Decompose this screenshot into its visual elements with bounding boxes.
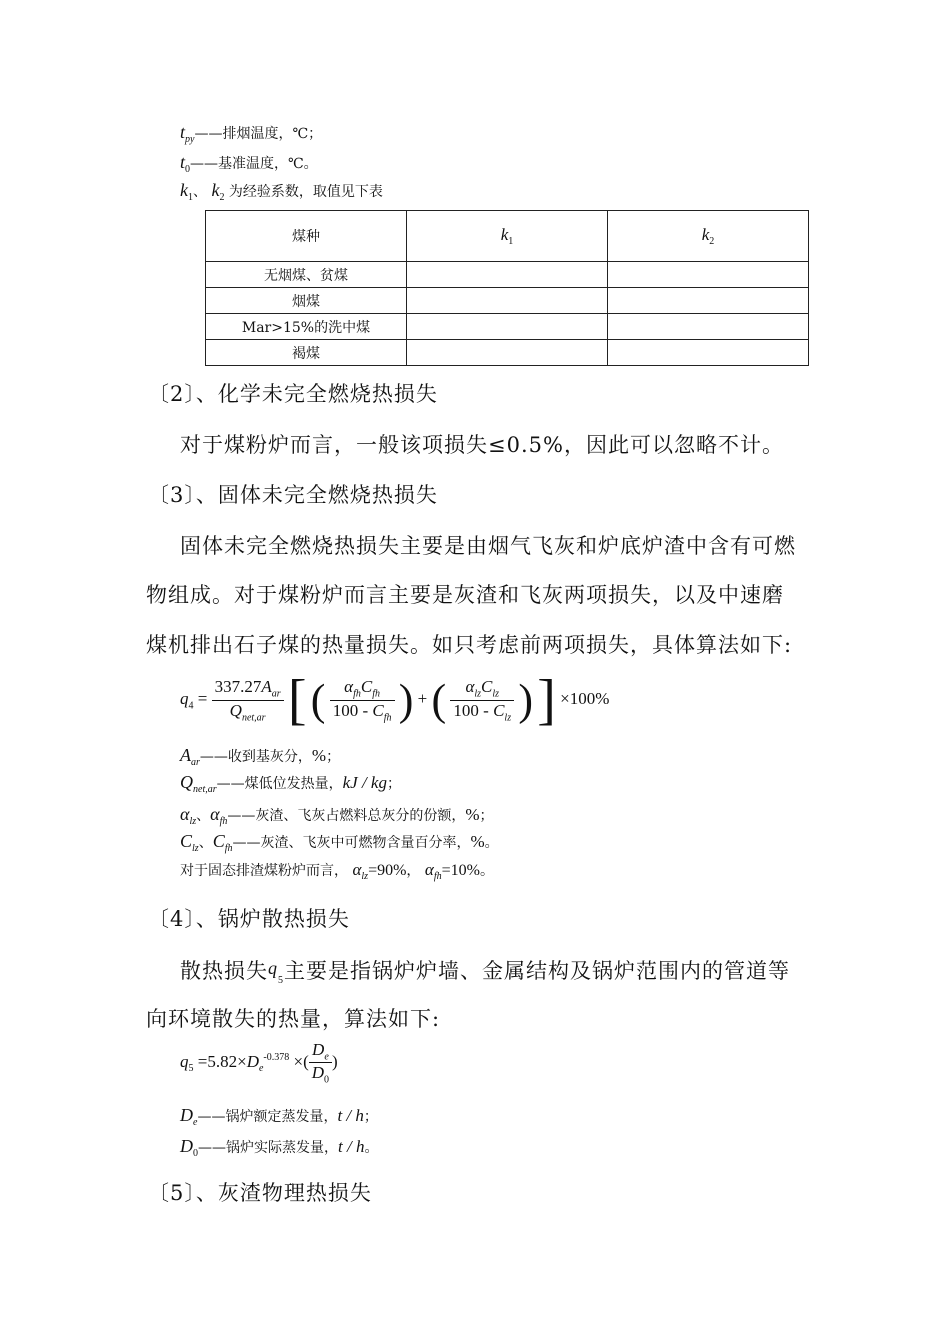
table-cell	[608, 288, 809, 314]
def-solid: 对于固态排渣煤粉炉而言， $\alpha_{lz}=90\%$， $\alpha_{fh}=10\%$。	[180, 860, 494, 882]
def-qnet: $Q_{net,ar}——$煤低位发热量，kJ / kg；	[180, 772, 401, 795]
section3-para-line3: 煤机排出石子煤的热量损失。如只考虑前两项损失，具体算法如下:	[146, 633, 793, 657]
table-row	[206, 288, 809, 314]
table-cell	[407, 340, 608, 366]
table-cell-coal: 褐煤	[206, 340, 407, 366]
section2-heading: 〔2〕、化学未完全燃烧热损失	[148, 382, 438, 406]
section2-paragraph: 对于煤粉炉而言，一般该项损失≤0.5%，因此可以忽略不计。	[180, 433, 784, 457]
table-header-row	[206, 211, 809, 262]
def-k: $k_1$、 $k_2$ 为经验系数，取值见下表	[180, 180, 383, 203]
section4-heading: 〔4〕、锅炉散热损失	[148, 907, 350, 931]
section4-para-line1: 散热损失$q_5$主要是指锅炉炉墙、金属结构及锅炉范围内的管道等	[180, 958, 790, 987]
q4-lz-fraction: $\frac{\alpha_{lz}C_{lz}}{100 - C_{lz}}$	[450, 677, 514, 723]
def-tpy: $t_{py}——$排烟温度，℃；	[180, 122, 323, 145]
table-row	[206, 314, 809, 340]
table-row	[206, 262, 809, 288]
section3-para-line2: 物组成。对于煤粉炉而言主要是灰渣和飞灰两项损失，以及中速磨	[146, 583, 784, 607]
def-aar: $A_{ar}——$收到基灰分，%；	[180, 745, 341, 768]
table-cell-coal: Mar>15%的洗中煤	[206, 314, 407, 340]
table-cell-coal: 烟煤	[206, 288, 407, 314]
table-cell	[608, 340, 809, 366]
table-cell	[407, 262, 608, 288]
q5-fraction: $\frac{D_e}{D_0}$	[309, 1040, 332, 1086]
coefficient-table	[205, 210, 809, 366]
section5-heading: 〔5〕、灰渣物理热损失	[148, 1181, 372, 1205]
def-c: $C_{lz}$、$C_{fh}——$灰渣、飞灰中可燃物含量百分率，%。	[180, 831, 499, 854]
table-cell-coal: 无烟煤、贫煤	[206, 262, 407, 288]
table-header-coal: 煤种	[206, 211, 407, 262]
table-cell	[608, 314, 809, 340]
q4-main-fraction: $\frac{337.27A_{ar}}{Q_{net,ar}}$	[212, 677, 284, 723]
def-alpha: $\alpha_{lz}$、$\alpha_{fh}——$灰渣、飞灰占燃料总灰分的份额，%；	[180, 804, 494, 827]
formula-q4: $q_4$ = $\frac{337.27A_{ar}}{Q_{net,ar}}$ [ ( $\frac{\alpha_{fh}C_{fh}}{100 - C_{fh}}$ ) + ( $\frac{\alpha_{lz}C_{lz}}{100 - C_{lz}}$ ) ] ×100%	[180, 669, 610, 731]
table-cell	[407, 288, 608, 314]
section3-heading: 〔3〕、固体未完全燃烧热损失	[148, 483, 438, 507]
q4-fh-fraction: $\frac{\alpha_{fh}C_{fh}}{100 - C_{fh}}$	[330, 677, 395, 723]
def-de: $D_e——$锅炉额定蒸发量，t / h；	[180, 1105, 378, 1128]
table-cell	[407, 314, 608, 340]
table-header-k2: $k_2$	[608, 211, 809, 262]
section4-para-line2: 向环境散失的热量，算法如下:	[146, 1007, 441, 1031]
section3-para-line1: 固体未完全燃烧热损失主要是由烟气飞灰和炉底炉渣中含有可燃	[180, 534, 796, 558]
table-row	[206, 340, 809, 366]
formula-q5: $q_5 =5.82\times D_e^{-0.378}$ ×( $\frac{D_e}{D_0}$ )	[180, 1040, 338, 1086]
table-header-k1: $k_1$	[407, 211, 608, 262]
table-cell	[608, 262, 809, 288]
def-t0: $t_0——$基准温度，℃。	[180, 152, 318, 175]
def-d0: $D_0——$锅炉实际蒸发量，t / h。	[180, 1136, 379, 1159]
